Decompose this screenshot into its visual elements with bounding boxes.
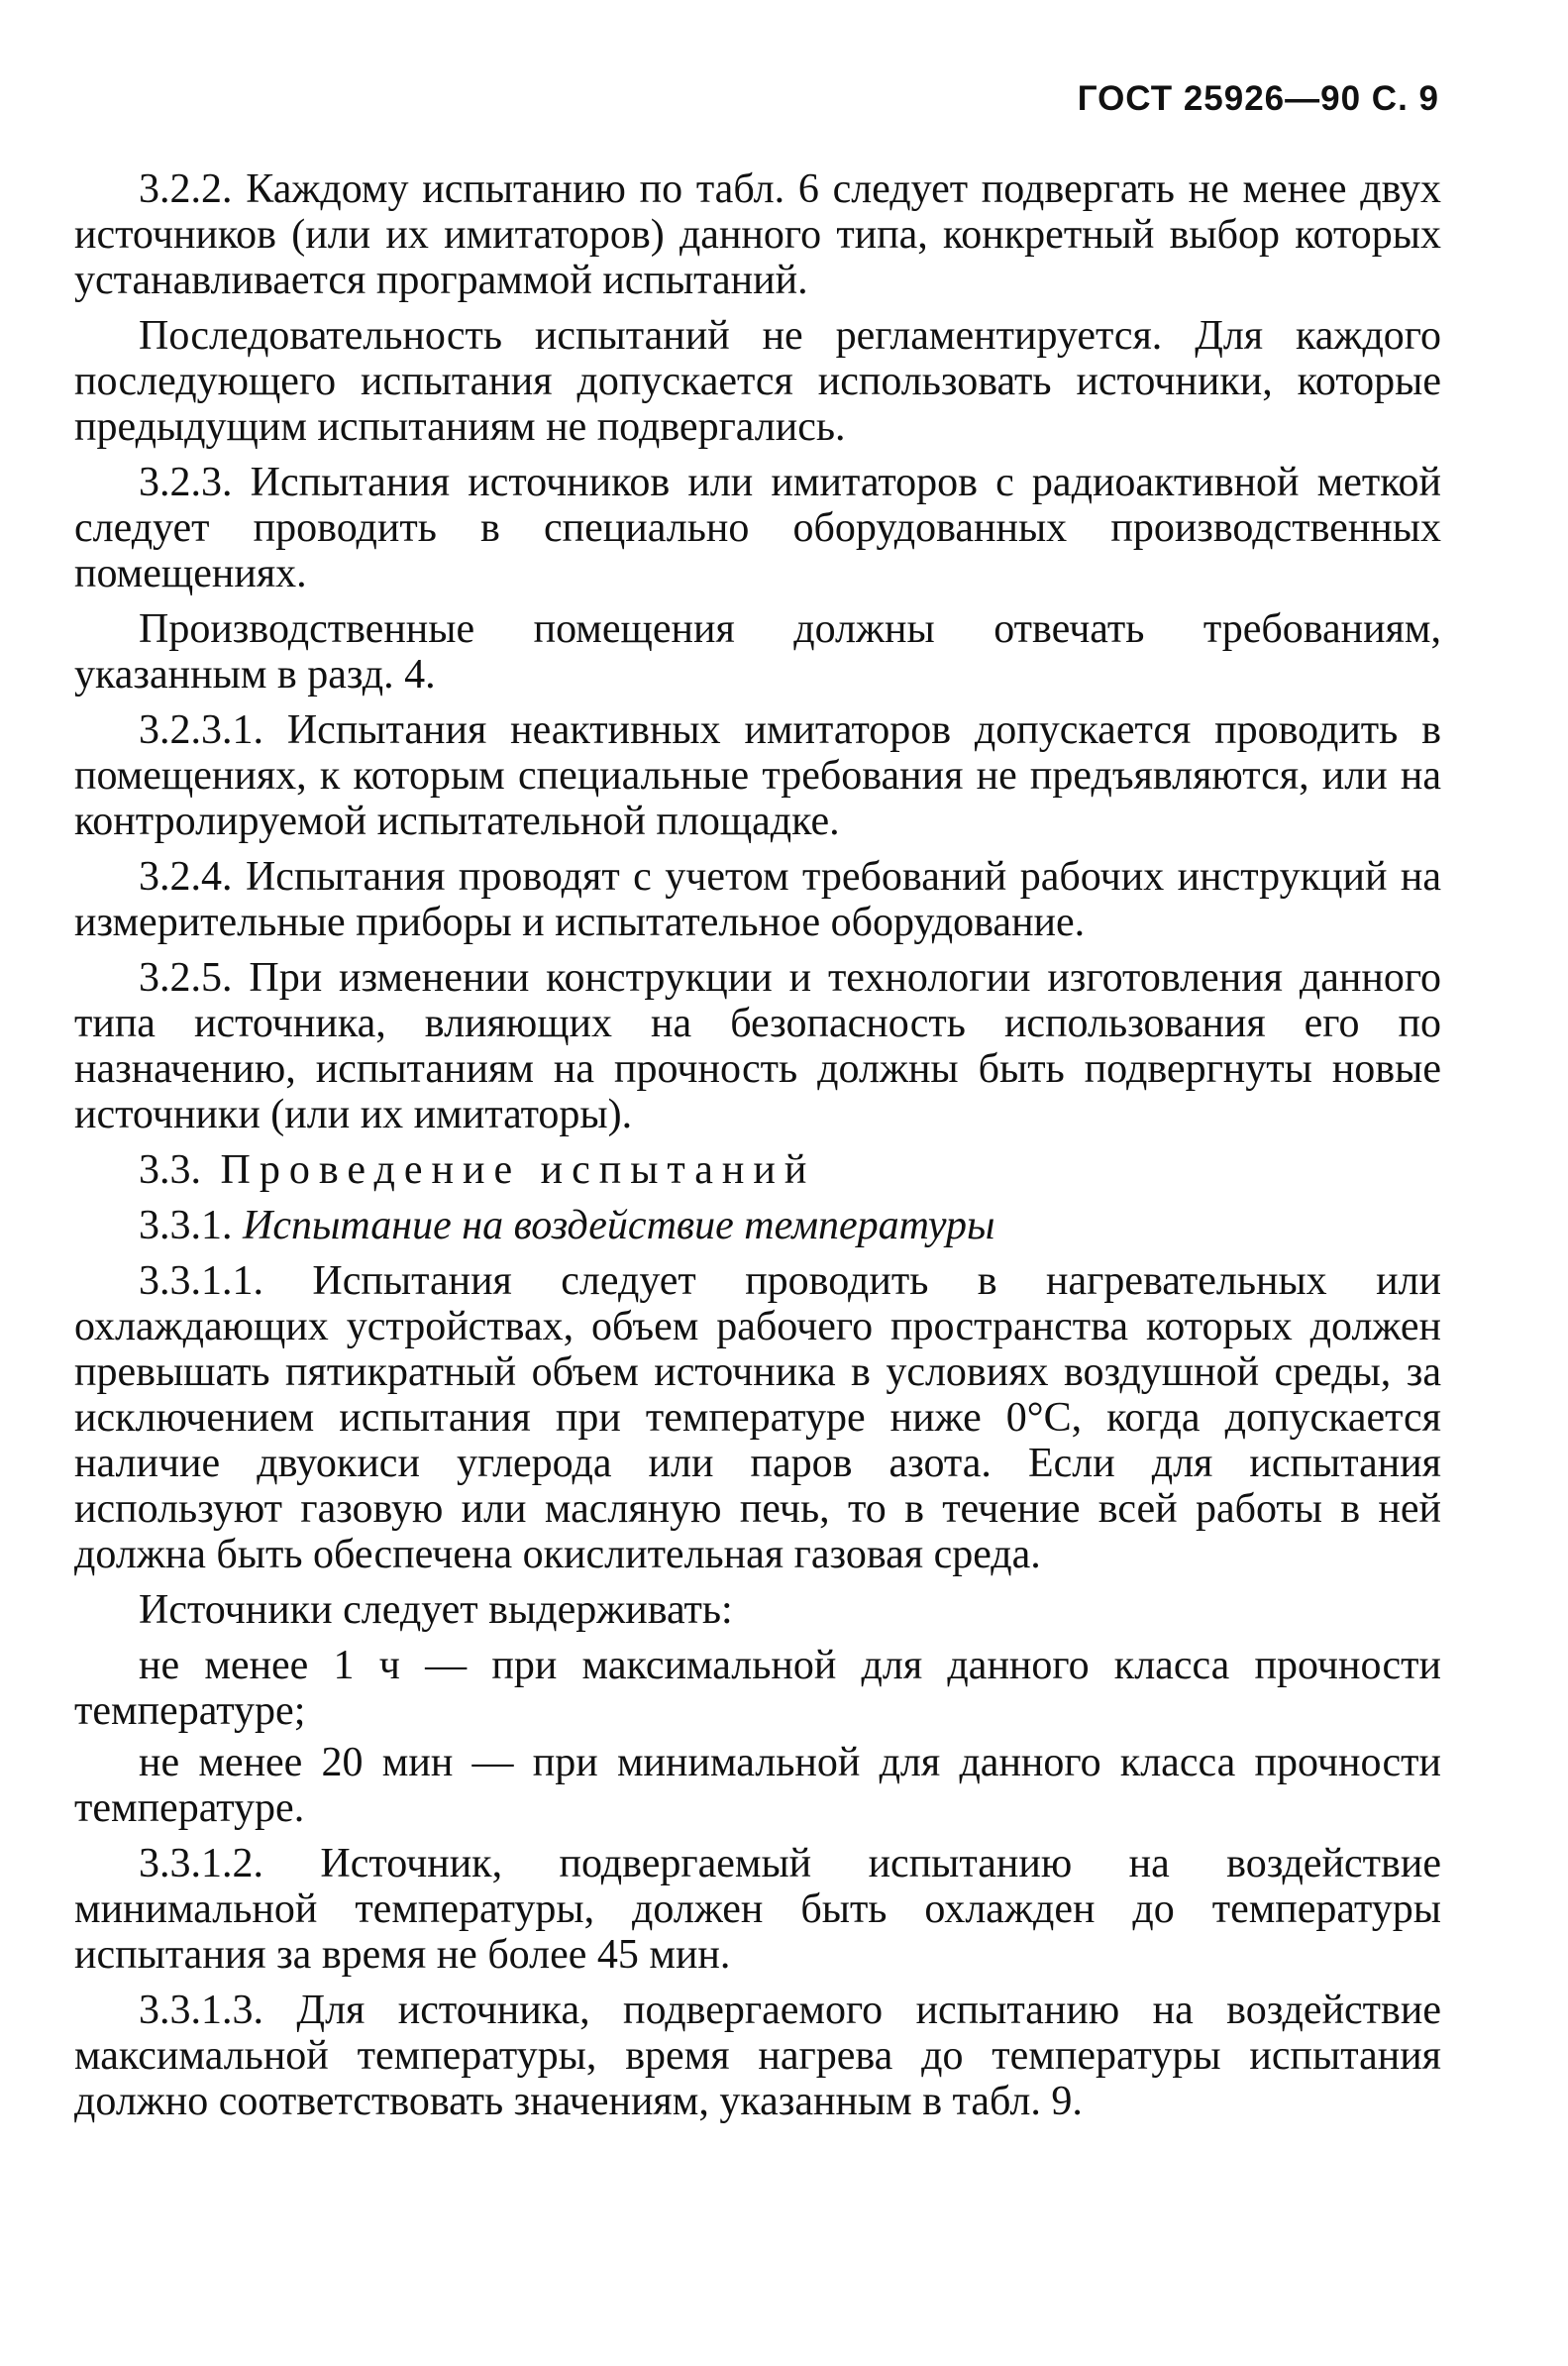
- section-heading-3-3: [74, 1147, 1441, 1193]
- section-number: 3.3.: [139, 1147, 201, 1193]
- paragraph-3-2-3: 3.2.3. Испытания источников или имитаторов с радиоактивной меткой следует проводить в специально оборудованных производственных помещениях.: [74, 460, 1441, 596]
- subsection-heading-3-3-1: [74, 1203, 1441, 1248]
- body-text: [74, 166, 1441, 2134]
- paragraph-3-2-3-1: 3.2.3.1. Испытания неактивных имитаторов допускается проводить в помещениях, к которым специальные требования не предъявляются, или на контролируемой испытательной площадке.: [74, 707, 1441, 844]
- list-item-min-temp: не менее 20 мин — при минимальной для данного класса прочности температуре.: [74, 1740, 1441, 1831]
- paragraph-3-2-4: 3.2.4. Испытания проводят с учетом требований рабочих инструкций на измерительные приборы и испытательное оборудование.: [74, 854, 1441, 945]
- list-item-max-temp: не менее 1 ч — при максимальной для данного класса прочности температуре;: [74, 1643, 1441, 1734]
- paragraph-3-2-2: 3.2.2. Каждому испытанию по табл. 6 следует подвергать не менее двух источников (или их имитаторов) данного типа, конкретный выбор которых устанавливается программой испытаний.: [74, 166, 1441, 303]
- subsection-number: 3.3.1.: [139, 1203, 233, 1248]
- paragraph-3-3-1-2: 3.3.1.2. Источник, подвергаемый испытанию на воздействие минимальной температуры, должен быть охлажден до температуры испытания за время не более 45 мин.: [74, 1841, 1441, 1978]
- paragraph-hold: Источники следует выдерживать:: [139, 1587, 733, 1633]
- paragraph-premises: Производственные помещения должны отвечать требованиям, указанным в разд. 4.: [74, 606, 1441, 698]
- paragraph-3-3-1-3: 3.3.1.3. Для источника, подвергаемого испытанию на воздействие максимальной температуры, время нагрева до температуры испытания должно соответствовать значениям, указанным в табл. 9.: [74, 1988, 1441, 2124]
- paragraph-sequence: Последовательность испытаний не регламентируется. Для каждого последующего испытания допускается использовать источники, которые предыдущим испытаниям не подвергались.: [74, 313, 1441, 450]
- running-head: ГОСТ 25926—90 С. 9: [1077, 79, 1439, 118]
- subsection-title: Испытание на воздействие температуры: [243, 1203, 995, 1248]
- paragraph-3-3-1-1: 3.3.1.1. Испытания следует проводить в нагревательных или охлаждающих устройствах, объем рабочего пространства которых должен превышать пятикратный объем источника в условиях воздушной среды, за исключением испытания при температуре ниже 0°С, когда допускается наличие двуокиси углерода или паров азота. Если для испытания используют газовую или масляную печь, то в течение всей работы в ней должна быть обеспечена окислительная газовая среда.: [74, 1258, 1441, 1577]
- section-title: Проведение испытаний: [220, 1147, 816, 1193]
- paragraph-3-2-5: 3.2.5. При изменении конструкции и технологии изготовления данного типа источника, влияющих на безопасность использования его по назначению, испытаниям на прочность должны быть подвергнуты новые источники (или их имитаторы).: [74, 955, 1441, 1137]
